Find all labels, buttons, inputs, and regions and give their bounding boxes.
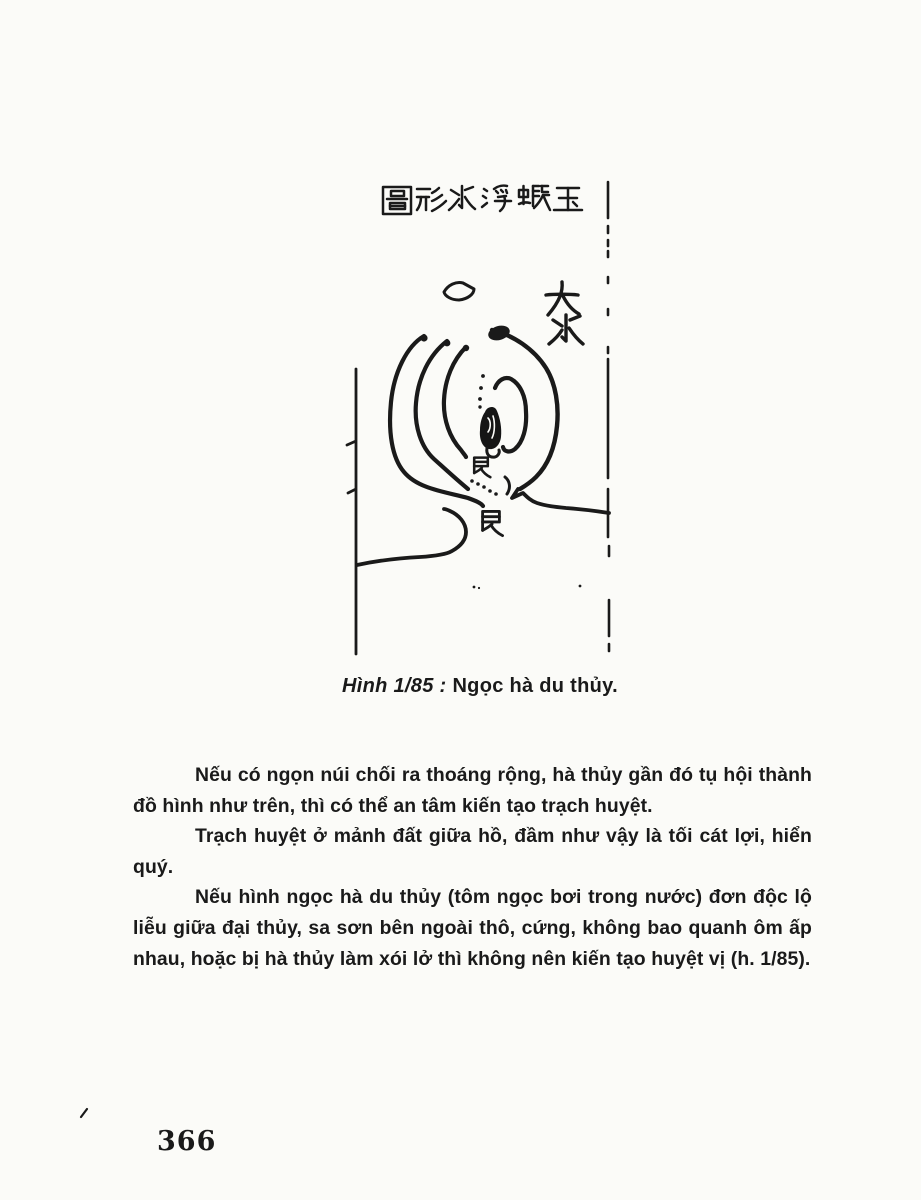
floating-islet [444,282,474,300]
figure-title-cjk-glyphs [383,186,582,214]
page-number: 366 [157,1126,217,1157]
paragraph-1: Nếu có ngọn núi chối ra thoáng rộng, hà thủy gần đó tụ hội thành đồ hình như trên, thì có thể an tâm kiến tạo trạch huyệt. [133,764,812,817]
scan-artifacts [473,585,582,590]
gen-label-lower-glyph [483,511,503,535]
figure-caption-number: Hình 1/85 : [342,675,447,697]
dotted-arch-side [478,374,485,409]
figure-caption [240,675,720,698]
right-border-line [608,182,609,651]
paragraph-2: Trạch huyệt ở mảnh đất giữa hồ, đầm như vậy là tối cát lợi, hiển quý. [133,825,812,878]
shrimp-blob [480,407,501,457]
stray-tick-mark [81,1109,87,1117]
right-outer-arc [486,323,557,489]
gen-label-upper-glyph [474,458,490,478]
paragraph-3: Nếu hình ngọc hà du thủy (tôm ngọc bơi trong nước) đơn độc lộ liễu giữa đại thủy, sa sơn bên ngoài thô, cứng, không bao quanh ôm ấp nhau, hoặc bị hà thủy làm xói lở thì không nên kiến tạo huyệt vị (h. 1/85). [133,886,812,970]
trail-hook [505,477,509,494]
body-text [133,760,812,974]
left-border-line [347,369,356,654]
figure-caption-title: Ngọc hà du thủy. [452,675,618,697]
dotted-trail [470,479,498,496]
left-arcs [390,336,483,506]
big-water-label-glyphs [546,282,583,344]
